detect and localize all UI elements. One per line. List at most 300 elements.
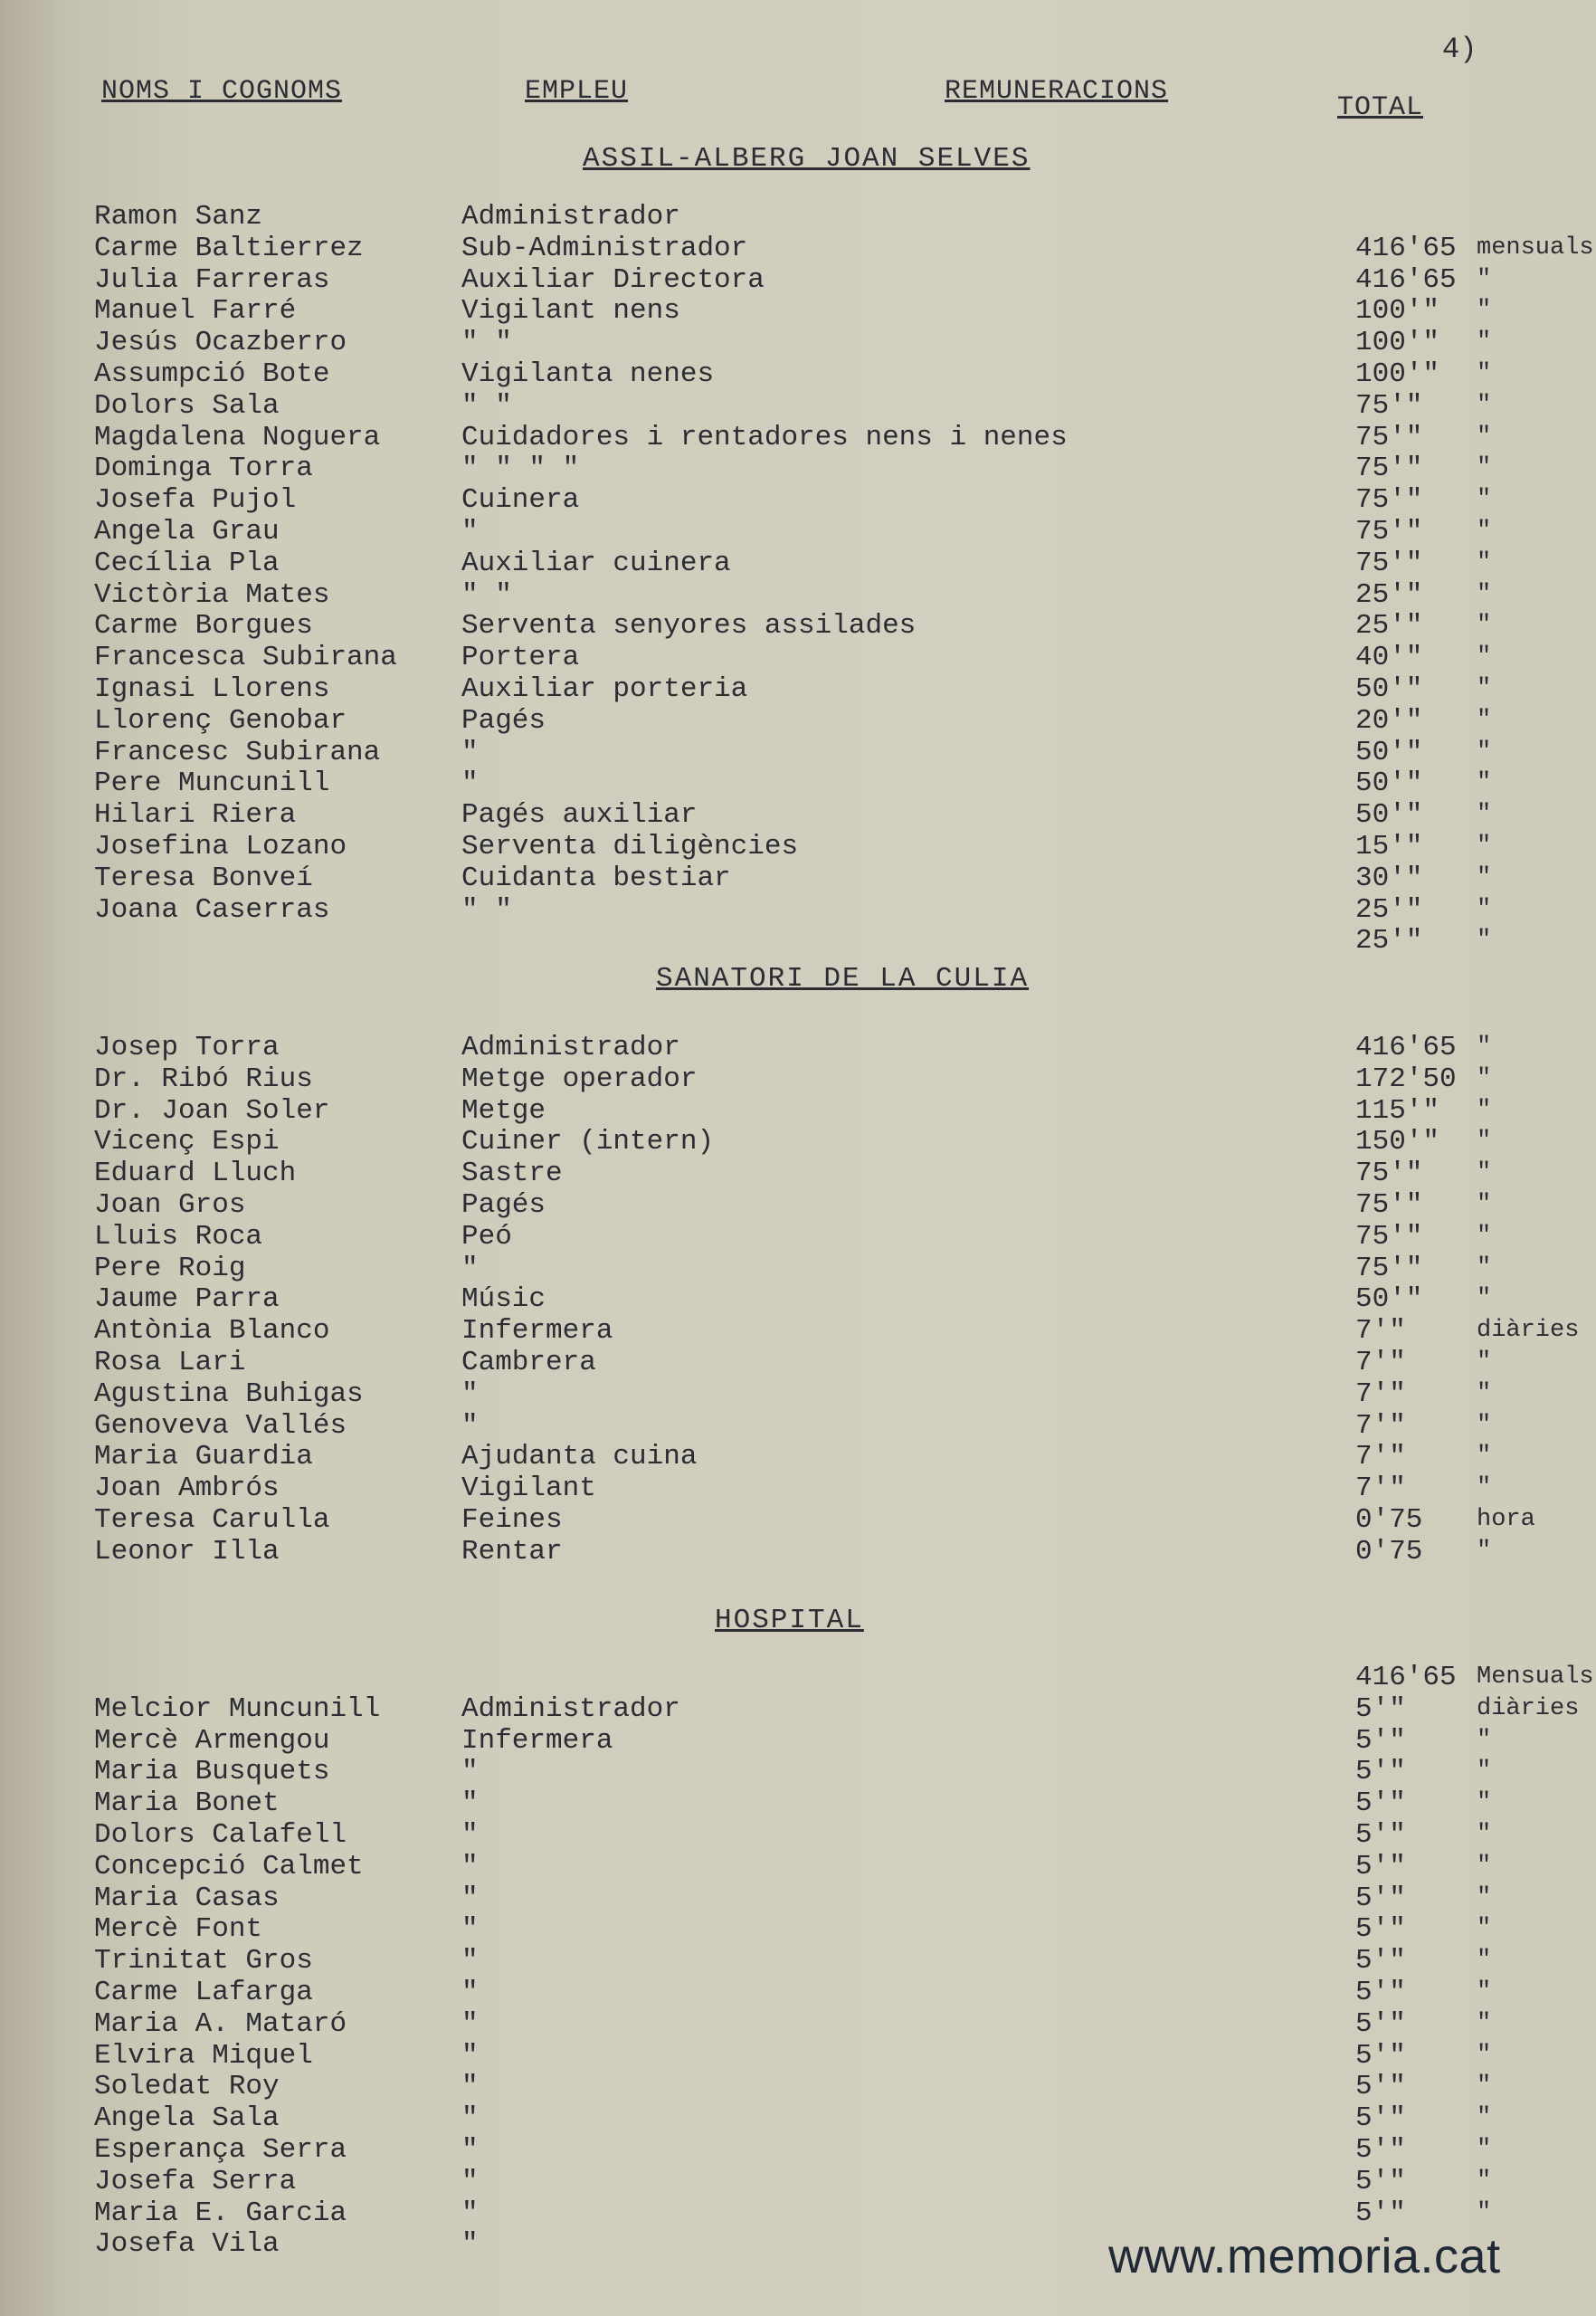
staff-unit: " <box>1477 1191 1492 1218</box>
staff-amount: 5'" <box>1355 2102 1406 2134</box>
staff-unit: " <box>1477 1412 1492 1439</box>
staff-amount: 25'" <box>1355 579 1423 611</box>
staff-unit: Mensuals <box>1477 1663 1594 1691</box>
staff-job: " " <box>461 390 512 422</box>
table-row <box>0 548 1596 579</box>
table-row <box>0 610 1596 642</box>
table-row <box>0 453 1596 484</box>
staff-amount: 416'65 <box>1355 264 1457 296</box>
table-row <box>0 1504 1596 1536</box>
staff-name: Josefina Lozano <box>94 831 347 863</box>
staff-name: Francesca Subirana <box>94 642 397 673</box>
table-row <box>0 201 1596 233</box>
staff-unit: " <box>1477 2199 1492 2226</box>
table-row <box>0 1221 1596 1253</box>
staff-unit: " <box>1477 2042 1492 2069</box>
table-row <box>0 264 1596 296</box>
staff-name: Angela Grau <box>94 516 280 548</box>
table-row <box>0 894 1596 926</box>
staff-name: Llorenç Genobar <box>94 705 347 737</box>
staff-job: Administrador <box>461 201 680 233</box>
staff-amount: 7'" <box>1355 1410 1406 1442</box>
table-row <box>0 2134 1596 2166</box>
staff-amount: 75'" <box>1355 390 1423 422</box>
staff-unit: " <box>1477 864 1492 891</box>
staff-unit: " <box>1477 329 1492 356</box>
staff-job: Infermera <box>461 1725 613 1757</box>
staff-name: Jaume Parra <box>94 1283 280 1315</box>
staff-job: Vigilant nens <box>461 295 680 327</box>
staff-amount: 75'" <box>1355 453 1423 484</box>
staff-job: " <box>461 1945 479 1977</box>
table-row <box>0 737 1596 768</box>
staff-amount: 75'" <box>1355 1253 1423 1284</box>
staff-name: Josefa Pujol <box>94 484 297 516</box>
table-row <box>0 1913 1596 1945</box>
staff-amount: 5'" <box>1355 2166 1406 2197</box>
table-row <box>0 390 1596 422</box>
staff-unit: mensuals <box>1477 234 1594 262</box>
staff-job: " <box>461 1913 479 1945</box>
staff-unit: " <box>1477 801 1492 828</box>
staff-amount: 5'" <box>1355 2197 1406 2229</box>
staff-amount: 150'" <box>1355 1126 1440 1158</box>
staff-job: Sub-Administrador <box>461 233 748 264</box>
staff-job: " <box>461 2166 479 2197</box>
staff-job: Metge <box>461 1095 546 1127</box>
staff-amount: 5'" <box>1355 2040 1406 2072</box>
table-row <box>0 1283 1596 1315</box>
staff-name: Dr. Ribó Rius <box>94 1063 313 1095</box>
table-row <box>0 642 1596 673</box>
staff-name: Magdalena Noguera <box>94 422 381 453</box>
staff-unit: " <box>1477 2136 1492 2163</box>
staff-job: " " " " <box>461 453 580 484</box>
staff-name: Elvira Miquel <box>94 2040 313 2072</box>
staff-amount: 0'75 <box>1355 1536 1423 1568</box>
staff-job: Administrador <box>461 1032 680 1063</box>
staff-name: Joan Gros <box>94 1189 246 1221</box>
table-row <box>0 1189 1596 1221</box>
staff-name: Pere Muncunill <box>94 767 330 799</box>
staff-name: Josefa Vila <box>94 2228 280 2260</box>
staff-job: " <box>461 2008 479 2040</box>
staff-unit: " <box>1477 1285 1492 1312</box>
table-row <box>0 863 1596 894</box>
staff-name: Carme Borgues <box>94 610 313 642</box>
table-row <box>0 1819 1596 1851</box>
staff-job: Auxiliar cuinera <box>461 548 731 579</box>
staff-amount: 50'" <box>1355 673 1423 705</box>
staff-job: Infermera <box>461 1315 613 1347</box>
staff-name: Mercè Armengou <box>94 1725 330 1757</box>
staff-amount: 7'" <box>1355 1347 1406 1378</box>
staff-amount: 5'" <box>1355 1913 1406 1945</box>
staff-name: Eduard Lluch <box>94 1158 297 1189</box>
staff-name: Leonor Illa <box>94 1536 280 1568</box>
staff-amount: 5'" <box>1355 2071 1406 2102</box>
staff-unit: " <box>1477 1821 1492 1848</box>
staff-job: Cuinera <box>461 484 580 516</box>
staff-name: Victòria Mates <box>94 579 330 611</box>
staff-job: " <box>461 1977 479 2008</box>
staff-amount: 50'" <box>1355 737 1423 768</box>
table-row <box>0 831 1596 863</box>
table-row <box>0 1756 1596 1787</box>
staff-name: Maria E. Garcia <box>94 2197 347 2229</box>
staff-name: Carme Baltierrez <box>94 233 364 264</box>
table-row <box>0 799 1596 831</box>
staff-amount: 5'" <box>1355 1851 1406 1882</box>
staff-job: Sastre <box>461 1158 563 1189</box>
staff-unit: " <box>1477 896 1492 923</box>
staff-unit: " <box>1477 1538 1492 1565</box>
staff-unit: hora <box>1477 1506 1535 1533</box>
staff-job: Cuidadores i rentadores nens i nenes <box>461 422 1068 453</box>
staff-unit: diàries <box>1477 1317 1580 1344</box>
staff-amount: 7'" <box>1355 1378 1406 1410</box>
staff-amount: 25'" <box>1355 894 1423 926</box>
staff-unit: " <box>1477 1853 1492 1880</box>
staff-job: " <box>461 1787 479 1819</box>
table-row <box>0 2197 1596 2229</box>
staff-name: Manuel Farré <box>94 295 297 327</box>
table-row <box>0 1945 1596 1977</box>
staff-amount: 40'" <box>1355 642 1423 673</box>
staff-job: " <box>461 1253 479 1284</box>
staff-amount: 15'" <box>1355 831 1423 863</box>
staff-name: Teresa Carulla <box>94 1504 330 1536</box>
staff-unit: " <box>1477 1128 1492 1155</box>
staff-job: Portera <box>461 642 580 673</box>
staff-unit: " <box>1477 1915 1492 1942</box>
staff-amount: 25'" <box>1355 610 1423 642</box>
staff-job: " <box>461 767 479 799</box>
staff-unit: " <box>1477 1349 1492 1376</box>
staff-unit: " <box>1477 1758 1492 1785</box>
staff-unit: " <box>1477 2073 1492 2100</box>
staff-name: Angela Sala <box>94 2102 280 2134</box>
page-number: 4) <box>1442 33 1477 66</box>
staff-job: " " <box>461 579 512 611</box>
staff-unit: " <box>1477 1097 1492 1124</box>
staff-unit: " <box>1477 581 1492 608</box>
staff-unit: " <box>1477 2104 1492 2131</box>
staff-name: Joan Ambrós <box>94 1473 280 1504</box>
staff-name: Rosa Lari <box>94 1347 246 1378</box>
staff-unit: " <box>1477 707 1492 734</box>
table-row <box>0 2102 1596 2134</box>
staff-name: Melcior Muncunill <box>94 1693 381 1725</box>
staff-amount: 416'65 <box>1355 1032 1457 1063</box>
staff-unit: " <box>1477 454 1492 481</box>
table-row <box>0 1253 1596 1284</box>
table-row <box>0 767 1596 799</box>
staff-job: " <box>461 2197 479 2229</box>
staff-name: Soledat Roy <box>94 2071 280 2102</box>
table-row <box>0 1410 1596 1442</box>
staff-name: Concepció Calmet <box>94 1851 364 1882</box>
staff-amount: 5'" <box>1355 1945 1406 1977</box>
staff-name: Maria Bonet <box>94 1787 280 1819</box>
staff-job: Pagés <box>461 705 546 737</box>
staff-unit: " <box>1477 612 1492 639</box>
staff-unit: " <box>1477 2168 1492 2195</box>
staff-job: " <box>461 1756 479 1787</box>
staff-name: Josefa Serra <box>94 2166 297 2197</box>
staff-unit: " <box>1477 424 1492 451</box>
staff-unit: " <box>1477 1065 1492 1092</box>
staff-job: Ajudanta cuina <box>461 1441 698 1473</box>
staff-unit: " <box>1477 1254 1492 1282</box>
table-row <box>0 1787 1596 1819</box>
table-row <box>0 1662 1596 1693</box>
staff-unit: " <box>1477 1443 1492 1470</box>
table-row <box>0 1536 1596 1568</box>
staff-job: " <box>461 1378 479 1410</box>
staff-job: " <box>461 2228 479 2260</box>
staff-name: Dr. Joan Soler <box>94 1095 330 1127</box>
staff-amount: 75'" <box>1355 548 1423 579</box>
staff-amount: 5'" <box>1355 1693 1406 1725</box>
table-row <box>0 1032 1596 1063</box>
table-row <box>0 1882 1596 1914</box>
table-row <box>0 2166 1596 2197</box>
staff-amount: 5'" <box>1355 2008 1406 2040</box>
staff-job: Metge operador <box>461 1063 698 1095</box>
staff-name: Teresa Bonveí <box>94 863 313 894</box>
staff-unit: " <box>1477 266 1492 293</box>
staff-job: Auxiliar porteria <box>461 673 748 705</box>
staff-unit: " <box>1477 2010 1492 2037</box>
staff-name: Lluis Roca <box>94 1221 263 1253</box>
staff-name: Esperança Serra <box>94 2134 347 2166</box>
table-row <box>0 1095 1596 1127</box>
table-row <box>0 705 1596 737</box>
staff-name: Francesc Subirana <box>94 737 381 768</box>
staff-name: Dolors Sala <box>94 390 280 422</box>
staff-name: Vicenç Espi <box>94 1126 280 1158</box>
staff-unit: " <box>1477 1380 1492 1407</box>
staff-job: Cuiner (intern) <box>461 1126 715 1158</box>
staff-name: Maria A. Mataró <box>94 2008 347 2040</box>
staff-job: " <box>461 2040 479 2072</box>
staff-job: Vigilanta nenes <box>461 358 715 390</box>
staff-job: " <box>461 2102 479 2134</box>
staff-amount: 5'" <box>1355 1819 1406 1851</box>
table-row <box>0 1977 1596 2008</box>
staff-job: " <box>461 1882 479 1914</box>
staff-job: Pagés <box>461 1189 546 1221</box>
staff-unit: diàries <box>1477 1695 1580 1722</box>
staff-job: Peó <box>461 1221 512 1253</box>
staff-unit: " <box>1477 297 1492 324</box>
staff-unit: " <box>1477 769 1492 796</box>
table-row <box>0 358 1596 390</box>
staff-job: " " <box>461 327 512 358</box>
table-row <box>0 579 1596 611</box>
staff-amount: 50'" <box>1355 799 1423 831</box>
staff-unit: " <box>1477 1159 1492 1187</box>
staff-unit: " <box>1477 518 1492 545</box>
staff-amount: 75'" <box>1355 1158 1423 1189</box>
staff-name: Joana Caserras <box>94 894 330 926</box>
staff-job: " <box>461 516 479 548</box>
staff-name: Josep Torra <box>94 1032 280 1063</box>
staff-name: Dominga Torra <box>94 453 313 484</box>
table-row <box>0 1851 1596 1882</box>
table-row <box>0 1378 1596 1410</box>
staff-job: Músic <box>461 1283 546 1315</box>
table-row <box>0 2040 1596 2072</box>
table-row <box>0 422 1596 453</box>
staff-unit: " <box>1477 1978 1492 2006</box>
staff-name: Maria Busquets <box>94 1756 330 1787</box>
staff-name: Maria Guardia <box>94 1441 313 1473</box>
staff-name: Ignasi Llorens <box>94 673 330 705</box>
staff-job: Administrador <box>461 1693 680 1725</box>
staff-name: Carme Lafarga <box>94 1977 313 2008</box>
table-row <box>0 1725 1596 1757</box>
staff-amount: 5'" <box>1355 1756 1406 1787</box>
staff-amount: 5'" <box>1355 1882 1406 1914</box>
staff-job: " <box>461 2071 479 2102</box>
staff-amount: 75'" <box>1355 1189 1423 1221</box>
staff-name: Antònia Blanco <box>94 1315 330 1347</box>
table-row <box>0 1473 1596 1504</box>
staff-amount: 416'65 <box>1355 233 1457 264</box>
table-row <box>0 2008 1596 2040</box>
staff-name: Assumpció Bote <box>94 358 330 390</box>
staff-unit: " <box>1477 549 1492 577</box>
staff-unit: " <box>1477 833 1492 860</box>
staff-name: Agustina Buhigas <box>94 1378 364 1410</box>
staff-amount: 75'" <box>1355 484 1423 516</box>
table-row <box>0 1126 1596 1158</box>
header-names: NOMS I COGNOMS <box>101 76 343 107</box>
staff-amount: 50'" <box>1355 1283 1423 1315</box>
staff-job: Serventa senyores assilades <box>461 610 917 642</box>
staff-amount: 5'" <box>1355 2134 1406 2166</box>
staff-job: Cambrera <box>461 1347 596 1378</box>
header-pay: REMUNERACIONS <box>945 76 1169 107</box>
staff-amount: 100'" <box>1355 358 1440 390</box>
staff-job: Rentar <box>461 1536 563 1568</box>
staff-job: Auxiliar Directora <box>461 264 765 296</box>
staff-job: Cuidanta bestiar <box>461 863 731 894</box>
staff-name: Mercè Font <box>94 1913 263 1945</box>
staff-name: Genoveva Vallés <box>94 1410 347 1442</box>
staff-amount: 75'" <box>1355 422 1423 453</box>
staff-job: Pagés auxiliar <box>461 799 698 831</box>
staff-job: Serventa diligències <box>461 831 799 863</box>
staff-amount: 5'" <box>1355 1787 1406 1819</box>
staff-amount: 5'" <box>1355 1725 1406 1757</box>
staff-amount: 100'" <box>1355 327 1440 358</box>
staff-name: Jesús Ocazberro <box>94 327 347 358</box>
staff-amount: 7'" <box>1355 1315 1406 1347</box>
staff-unit: " <box>1477 486 1492 513</box>
staff-unit: " <box>1477 1474 1492 1501</box>
staff-amount: 20'" <box>1355 705 1423 737</box>
staff-amount: 115'" <box>1355 1095 1440 1127</box>
staff-unit: " <box>1477 927 1492 954</box>
staff-job: " <box>461 1851 479 1882</box>
table-row <box>0 1347 1596 1378</box>
staff-name: Ramon Sanz <box>94 201 263 233</box>
table-row <box>0 925 1596 957</box>
section-title: HOSPITAL <box>715 1605 864 1636</box>
staff-unit: " <box>1477 360 1492 387</box>
header-job: EMPLEU <box>525 76 629 107</box>
table-row <box>0 673 1596 705</box>
staff-job: Feines <box>461 1504 563 1536</box>
table-row <box>0 295 1596 327</box>
table-row <box>0 516 1596 548</box>
section-title: SANATORI DE LA CULIA <box>656 963 1030 995</box>
section-title: ASSIL-ALBERG JOAN SELVES <box>583 143 1031 175</box>
staff-amount: 7'" <box>1355 1473 1406 1504</box>
staff-amount: 75'" <box>1355 516 1423 548</box>
staff-unit: " <box>1477 1947 1492 1974</box>
staff-amount: 7'" <box>1355 1441 1406 1473</box>
staff-unit: " <box>1477 739 1492 766</box>
table-row <box>0 1441 1596 1473</box>
table-row <box>0 484 1596 516</box>
staff-name: Julia Farreras <box>94 264 330 296</box>
staff-unit: " <box>1477 1789 1492 1816</box>
staff-job: " <box>461 737 479 768</box>
staff-amount: 416'65 <box>1355 1662 1457 1693</box>
staff-name: Pere Roig <box>94 1253 246 1284</box>
staff-job: " " <box>461 894 512 926</box>
staff-job: Vigilant <box>461 1473 596 1504</box>
staff-name: Maria Casas <box>94 1882 280 1914</box>
table-row <box>0 1315 1596 1347</box>
staff-name: Cecília Pla <box>94 548 280 579</box>
staff-unit: " <box>1477 1884 1492 1911</box>
staff-unit: " <box>1477 675 1492 702</box>
staff-name: Trinitat Gros <box>94 1945 313 1977</box>
staff-job: " <box>461 1819 479 1851</box>
table-row <box>0 1693 1596 1725</box>
staff-amount: 25'" <box>1355 925 1423 957</box>
staff-name: Hilari Riera <box>94 799 297 831</box>
table-row <box>0 1158 1596 1189</box>
staff-unit: " <box>1477 1223 1492 1250</box>
watermark: www.memoria.cat <box>1108 2229 1501 2283</box>
staff-unit: " <box>1477 643 1492 671</box>
table-row <box>0 1063 1596 1095</box>
staff-name: Dolors Calafell <box>94 1819 347 1851</box>
staff-amount: 5'" <box>1355 1977 1406 2008</box>
table-row <box>0 327 1596 358</box>
staff-unit: " <box>1477 1727 1492 1754</box>
header-total: TOTAL <box>1337 92 1424 123</box>
staff-amount: 30'" <box>1355 863 1423 894</box>
staff-job: " <box>461 2134 479 2166</box>
staff-amount: 0'75 <box>1355 1504 1423 1536</box>
staff-amount: 75'" <box>1355 1221 1423 1253</box>
staff-unit: " <box>1477 392 1492 419</box>
staff-amount: 100'" <box>1355 295 1440 327</box>
table-row <box>0 233 1596 264</box>
table-row <box>0 2071 1596 2102</box>
staff-unit: " <box>1477 1034 1492 1061</box>
staff-amount: 172'50 <box>1355 1063 1457 1095</box>
staff-amount: 50'" <box>1355 767 1423 799</box>
staff-job: " <box>461 1410 479 1442</box>
